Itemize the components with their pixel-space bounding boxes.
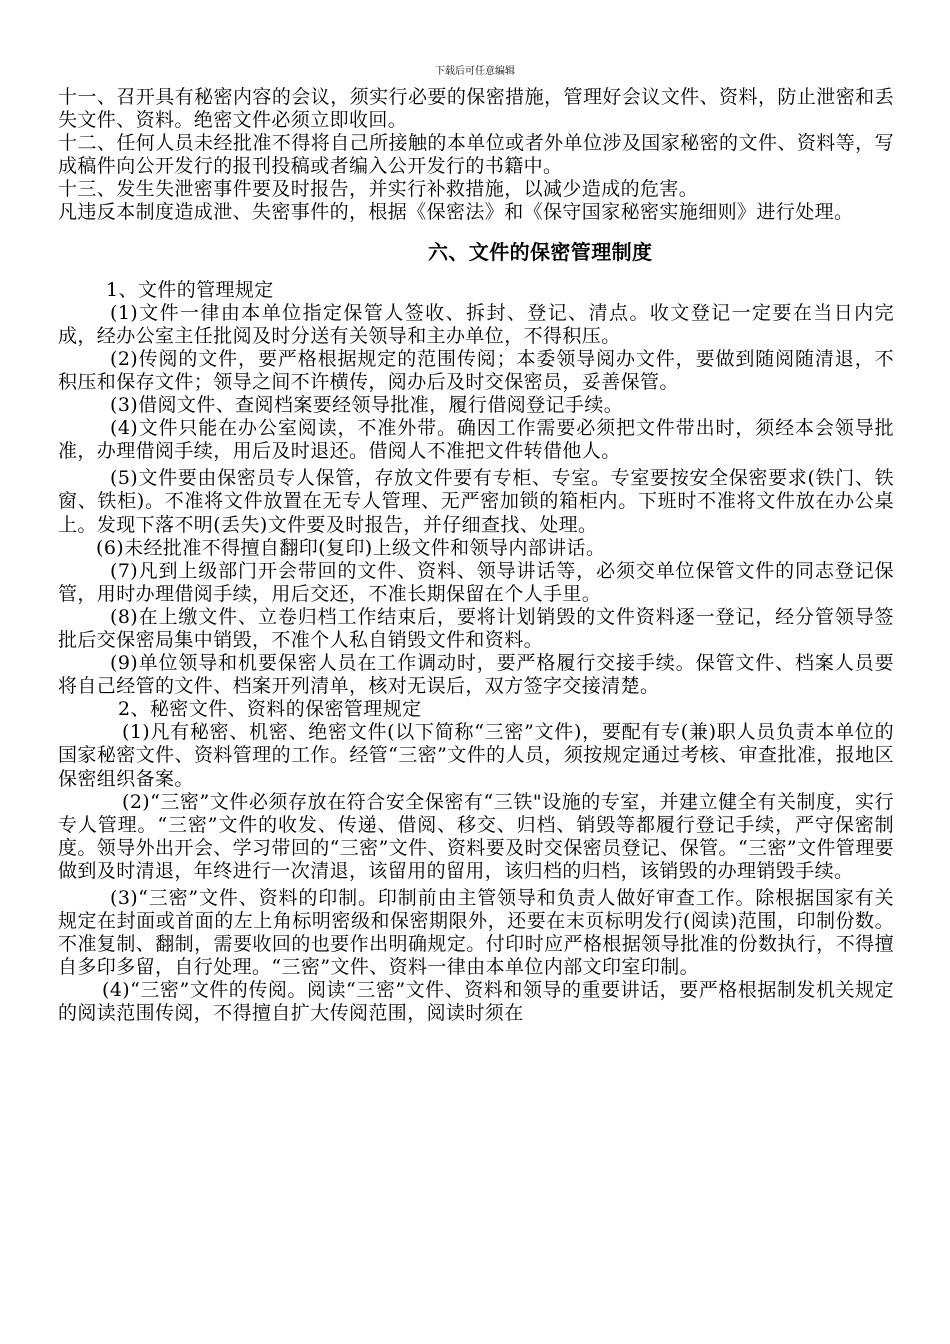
file-rule-1: (1)文件一律由本单位指定保管人签收、拆封、登记、清点。收文登记一定要在当日内完成，经办公室主任批阅及时分送有关领导和主办单位，不得积压。 [58, 301, 894, 347]
file-rule-9: (9)单位领导和机要保密人员在工作调动时，要严格履行交接手续。保管文件、档案人员要将自己经管的文件、档案开列清单，核对无误后，双方签字交接清楚。 [58, 652, 894, 698]
subheading-file-management: 1、文件的管理规定 [106, 278, 274, 301]
file-rule-5: (5)文件要由保密员专人保管，存放文件要有专柜、专室。专室要按安全保密要求(铁门、铁窗、铁柜)。不准将文件放置在无专人管理、无严密加锁的箱柜内。下班时不准将文件放在办公桌上。发现下落不明(丢失)文件要及时报告，并仔细查找、处理。 [58, 467, 894, 536]
paragraph-rule-13: 十三、发生失泄密事件要及时报告，并实行补救措施，以减少造成的危害。 [58, 178, 699, 201]
document-body [58, 86, 894, 1026]
paragraph-rule-11: 十一、召开具有秘密内容的会议，须实行必要的保密措施，管理好会议文件、资料，防止泄密和丢失文件、资料。绝密文件必须立即收回。 [58, 86, 894, 132]
secret-rule-1: (1)凡有秘密、机密、绝密文件(以下简称“三密”文件)，要配有专(兼)职人员负责本单位的国家秘密文件、资料管理的工作。经管“三密”文件的人员，须按规定通过考核、审查批准，报地区保密组织备案。 [58, 721, 894, 790]
file-rule-3: (3)借阅文件、查阅档案要经领导批准，履行借阅登记手续。 [110, 394, 624, 417]
subheading-secret-documents: 2、秘密文件、资料的保密管理规定 [118, 698, 422, 721]
file-rule-6: (6)未经批准不得擅自翻印(复印)上级文件和领导内部讲话。 [96, 536, 606, 559]
file-rule-2: (2)传阅的文件，要严格根据规定的范围传阅；本委领导阅办文件，要做到随阅随清退，不积压和保存文件；领导之间不许横传，阅办后及时交保密员，妥善保管。 [58, 347, 894, 393]
section-title: 六、文件的保密管理制度 [428, 239, 653, 264]
secret-rule-3: (3)“三密”文件、资料的印制。印制前由主管领导和负责人做好审查工作。除根据国家有关规定在封面或首面的左上角标明密级和保密期限外，还要在末页标明发行(阅读)范围，印制份数。不准复制、翻制，需要收回的也要作出明确规定。付印时应严格根据领导批准的份数执行，不得擅自多印多留，自行处理。“三密”文件、资料一律由本单位内部文印室印制。 [58, 887, 894, 979]
paragraph-rule-12: 十二、任何人员未经批准不得将自己所接触的本单位或者外单位涉及国家秘密的文件、资料等，写成稿件向公开发行的报刊投稿或者编入公开发行的书籍中。 [58, 132, 894, 178]
secret-rule-4: (4)“三密”文件的传阅。阅读“三密”文件、资料和领导的重要讲话，要严格根据制发机关规定的阅读范围传阅，不得擅自扩大传阅范围，阅读时须在 [58, 979, 894, 1025]
page-header: 下载后可任意编辑 [435, 66, 515, 77]
file-rule-8: (8)在上缴文件、立卷归档工作结束后，要将计划销毁的文件资料逐一登记，经分管领导签批后交保密局集中销毁，不准个人私自销毁文件和资料。 [58, 605, 894, 651]
secret-rule-2: (2)“三密”文件必须存放在符合安全保密有“三铁"设施的专室，并建立健全有关制度，实行专人管理。“三密”文件的收发、传递、借阅、移交、归档、销毁等都履行登记手续，严守保密制度。领导外出开会、学习带回的“三密”文件、资料要及时交保密员登记、保管。“三密”文件管理要做到及时清退，年终进行一次清退，该留用的留用，该归档的归档，该销毁的办理销毁手续。 [58, 790, 894, 882]
paragraph-penalty: 凡违反本制度造成泄、失密事件的，根据《保密法》和《保守国家秘密实施细则》进行处理。 [58, 201, 854, 224]
file-rule-7: (7)凡到上级部门开会带回的文件、资料、领导讲话等，必须交单位保管文件的同志登记保管，用时办理借阅手续，用后交还，不准长期保留在个人手里。 [58, 559, 894, 605]
file-rule-4: (4)文件只能在办公室阅读，不准外带。确因工作需要必须把文件带出时，须经本会领导批准，办理借阅手续，用后及时退还。借阅人不准把文件转借他人。 [58, 417, 894, 463]
